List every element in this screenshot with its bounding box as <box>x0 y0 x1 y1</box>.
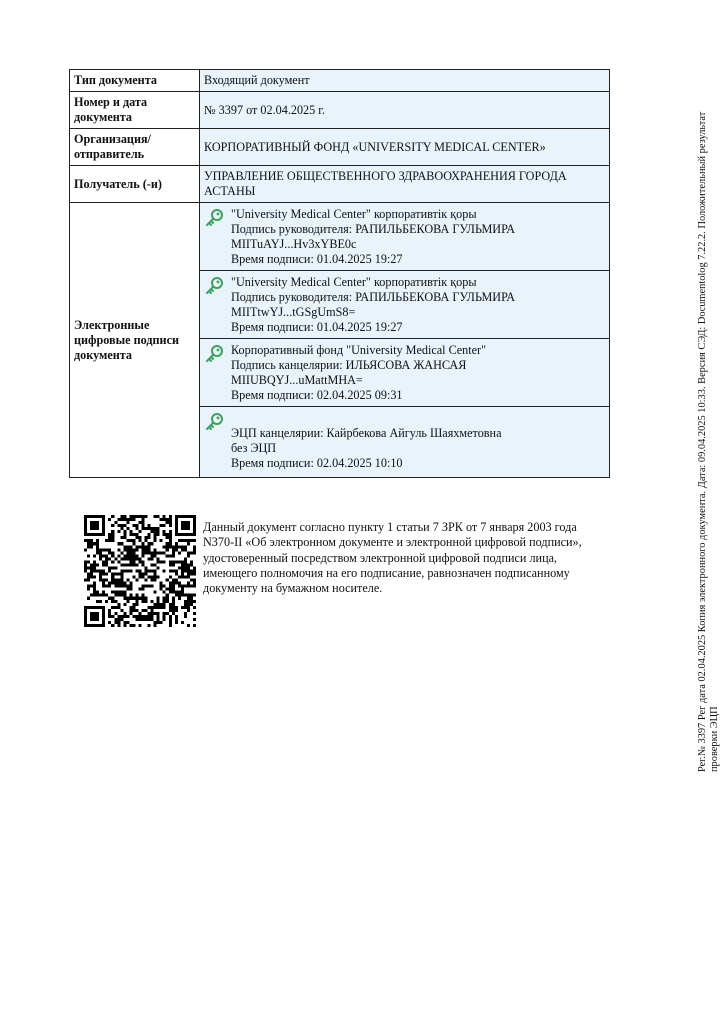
signature-entry <box>200 271 609 339</box>
signature-entry <box>200 407 609 477</box>
signature-cert: MIITtwYJ...tGSgUmS8= <box>231 305 356 319</box>
doc-number-value: № 3397 от 02.04.2025 г. <box>200 92 610 129</box>
signature-spacer <box>231 411 603 426</box>
signature-entry <box>200 203 609 271</box>
side-stamp-line-1: Рег.№ 3397 Рег дата 02.04.2025 Копия электронного документа. Дата: 09.04.2025 10:33. Версия СЭД: Documentolog 7.22.2. Положительный результат <box>697 111 708 772</box>
key-icon <box>204 344 224 364</box>
legal-note: Данный документ согласно пункту 1 статьи 7 ЗРК от 7 января 2003 года N370-II «Об электронном документе и электронной цифровой подписи», удостоверенный посредством электронной цифровой подписи лица, имеющего полномочия на его подписание, равнозначен подписанному документу на бумажном носителе. <box>203 520 582 596</box>
row-doc-number <box>70 92 610 129</box>
signature-role: ЭЦП канцелярии: Кайрбекова Айгуль Шаяхметовна <box>231 426 502 440</box>
row-sender <box>70 129 610 166</box>
sender-value: КОРПОРАТИВНЫЙ ФОНД «UNIVERSITY MEDICAL CENTER» <box>200 129 610 166</box>
doc-number-label: Номер и дата документа <box>70 92 200 129</box>
document-info-table <box>69 69 610 478</box>
key-icon <box>204 208 224 228</box>
row-recipient <box>70 166 610 203</box>
signature-org: "University Medical Center" корпоративтік қоры <box>231 207 477 221</box>
qr-code <box>84 515 196 627</box>
signature-time: Время подписи: 01.04.2025 19:27 <box>231 252 403 266</box>
key-icon <box>204 412 224 432</box>
signatures-list <box>200 203 610 478</box>
signature-role: Подпись канцелярии: ИЛЬЯСОВА ЖАНСАЯ <box>231 358 467 372</box>
doc-type-value: Входящий документ <box>200 70 610 92</box>
signature-role: Подпись руководителя: РАПИЛЬБЕКОВА ГУЛЬМИРА <box>231 290 516 304</box>
signature-cert: MIIUBQYJ...uMattMHA= <box>231 373 363 387</box>
signature-org: Корпоративный фонд "University Medical Center" <box>231 343 487 357</box>
sender-label: Организация/ отправитель <box>70 129 200 166</box>
signature-entry <box>200 339 609 407</box>
side-stamp-line-2: проверки ЭЦП <box>709 706 720 772</box>
side-stamp <box>697 62 721 772</box>
signature-org: "University Medical Center" корпоративтік қоры <box>231 275 477 289</box>
row-signatures <box>70 203 610 478</box>
doc-type-label: Тип документа <box>70 70 200 92</box>
signature-role: Подпись руководителя: РАПИЛЬБЕКОВА ГУЛЬМИРА <box>231 222 516 236</box>
signature-cert: без ЭЦП <box>231 441 277 455</box>
signature-time: Время подписи: 01.04.2025 19:27 <box>231 320 403 334</box>
signature-time: Время подписи: 02.04.2025 10:10 <box>231 456 403 470</box>
signatures-label: Электронные цифровые подписи документа <box>70 203 200 478</box>
row-doc-type <box>70 70 610 92</box>
key-icon <box>204 276 224 296</box>
signature-cert: MIITuAYJ...Hv3xYBE0c <box>231 237 357 251</box>
recipient-value: УПРАВЛЕНИЕ ОБЩЕСТВЕННОГО ЗДРАВООХРАНЕНИЯ ГОРОДА АСТАНЫ <box>200 166 610 203</box>
recipient-label: Получатель (-и) <box>70 166 200 203</box>
signature-time: Время подписи: 02.04.2025 09:31 <box>231 388 403 402</box>
